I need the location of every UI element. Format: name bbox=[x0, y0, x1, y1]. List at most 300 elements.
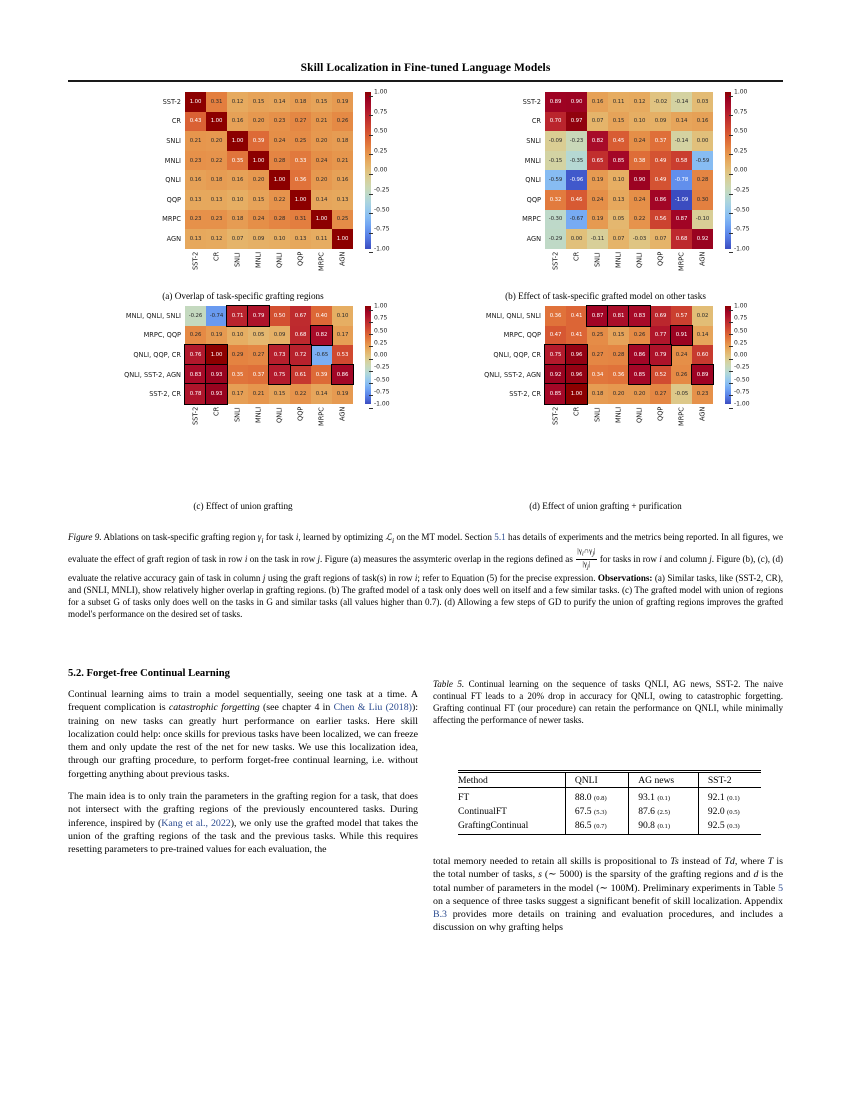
colorbar-tick-label: 0.00 bbox=[734, 355, 747, 362]
heatmap-cell: 0.16 bbox=[227, 112, 248, 132]
heatmap-b-col-label: QNLI bbox=[635, 251, 644, 268]
heatmap-a-row-label: SNLI bbox=[166, 136, 181, 145]
heatmap-cell: 0.15 bbox=[608, 326, 629, 346]
lp1a: Continual learning aims to train a model sequentially, seeing one task at a time. A frequent complication is bbox=[68, 689, 418, 714]
heatmap-cell: -0.96 bbox=[566, 170, 587, 190]
heatmap-cell: 0.39 bbox=[248, 131, 269, 151]
heatmap-d-col-label: SST-2 bbox=[551, 407, 560, 426]
heatmap-cell: 0.13 bbox=[332, 190, 353, 210]
colorbar-tick-label: -0.75 bbox=[374, 229, 390, 236]
heatmap-cell: 0.16 bbox=[185, 170, 206, 190]
colorbar-tick-label: 0.25 bbox=[734, 151, 747, 158]
heatmap-cell: 0.89 bbox=[692, 365, 713, 385]
heatmap-cell: 0.38 bbox=[629, 151, 650, 171]
heatmap-c-row-label: QNLI, SST-2, AGN bbox=[124, 370, 181, 379]
heatmap-cell: 0.32 bbox=[545, 190, 566, 210]
heatmap-cell: 0.85 bbox=[545, 384, 566, 404]
heatmap-cell: 0.97 bbox=[566, 112, 587, 132]
heatmap-cell: 0.22 bbox=[629, 210, 650, 230]
col-header-qnli: QNLI bbox=[565, 773, 628, 788]
heatmap-cell: 0.12 bbox=[629, 92, 650, 112]
observations-label: Observations: bbox=[597, 573, 653, 584]
heatmap-cell: 0.15 bbox=[608, 112, 629, 132]
rp1e: (∼ 5000) is the sparsity of the grafting regions and bbox=[541, 869, 754, 881]
heatmap-cell: 1.00 bbox=[269, 170, 290, 190]
heatmap-cell: 0.10 bbox=[608, 170, 629, 190]
heatmap-cell: -0.15 bbox=[545, 151, 566, 171]
heatmap-cell: 0.24 bbox=[629, 131, 650, 151]
lp1c: ): training on new tasks can greatly hurt performance on earlier tasks. Here skill localization could help: once skills for previous tasks have been localized, we can freeze them and only update the rest of the net for new tasks. We use this localization idea, through our grafting procedure, to perform forget-free continual learning, i.e. without forgetting anything about previous tasks. bbox=[68, 702, 418, 780]
heatmap-cell: 0.15 bbox=[248, 92, 269, 112]
colorbar-tick-label: -0.50 bbox=[374, 210, 390, 217]
heatmap-cell: 0.11 bbox=[608, 92, 629, 112]
colorbar-tick-label: 1.00 bbox=[734, 92, 747, 99]
figcap-t9: for tasks in row bbox=[599, 553, 660, 564]
heatmap-cell: -0.67 bbox=[566, 210, 587, 230]
row-agnews: 87.6 (2.5) bbox=[629, 805, 699, 819]
colorbar-tick-label: 0.75 bbox=[734, 318, 747, 325]
heatmap-a-row-label: QNLI bbox=[165, 176, 181, 185]
heatmap-cell: 0.75 bbox=[545, 345, 566, 365]
heatmap-b-col-label: AGN bbox=[698, 251, 707, 267]
heatmap-b-col-label: MNLI bbox=[614, 251, 623, 269]
figcap-link-section[interactable]: 5.1 bbox=[494, 532, 506, 542]
citation-chen-liu[interactable]: Chen & Liu (2018) bbox=[333, 702, 412, 714]
row-qnli: 88.0 (0.8) bbox=[565, 788, 628, 805]
heatmap-cell: 0.40 bbox=[311, 306, 332, 326]
heatmap-a-col-label: QQP bbox=[296, 251, 305, 267]
figcap-t10: and column bbox=[661, 553, 710, 564]
heatmap-cell: 0.07 bbox=[608, 229, 629, 249]
heatmap-cell: 0.79 bbox=[248, 306, 269, 326]
heatmap-cell: -0.59 bbox=[692, 151, 713, 171]
heatmap-cell: 0.25 bbox=[332, 210, 353, 230]
heatmap-cell: 0.13 bbox=[185, 229, 206, 249]
heatmap-cell: 0.21 bbox=[332, 151, 353, 171]
heatmap-cell: 0.73 bbox=[269, 345, 290, 365]
heatmap-cell: 0.28 bbox=[692, 170, 713, 190]
row-method: FT bbox=[458, 792, 470, 803]
heatmap-a-col-label: AGN bbox=[338, 251, 347, 267]
heatmap-b-col-label: SST-2 bbox=[551, 251, 560, 271]
figcap-t8: Figure (a) measures the assymteric overlap in the regions defined as bbox=[324, 553, 573, 564]
figcap-t3: , learned by optimizing bbox=[298, 532, 386, 542]
heatmap-cell: 0.68 bbox=[290, 326, 311, 346]
heatmap-cell: 0.78 bbox=[185, 384, 206, 404]
heatmap-cell: 0.10 bbox=[227, 326, 248, 346]
colorbar-tick-label: -0.25 bbox=[374, 190, 390, 197]
heatmap-cell: 0.52 bbox=[650, 365, 671, 385]
heatmap-cell: 0.29 bbox=[227, 345, 248, 365]
heatmap-cell: 0.23 bbox=[185, 210, 206, 230]
colorbar-tick-label: -0.75 bbox=[374, 392, 390, 399]
heatmap-cell: 0.92 bbox=[692, 229, 713, 249]
overlap-fraction: $\frac{|\gamma_i\cap\gamma_j|}{|\gamma_j|}$ bbox=[577, 545, 596, 571]
colorbar-tick-label: 0.00 bbox=[374, 355, 387, 362]
colorbar-tick-label: -0.25 bbox=[734, 367, 750, 374]
heatmap-cell: 0.70 bbox=[545, 112, 566, 132]
heatmap-cell: 0.28 bbox=[269, 151, 290, 171]
heatmap-cell: -0.10 bbox=[692, 210, 713, 230]
heatmap-cell: 0.23 bbox=[185, 151, 206, 171]
heatmap-cell: 0.35 bbox=[227, 151, 248, 171]
heatmap-cell: 0.05 bbox=[248, 326, 269, 346]
heatmap-cell: 0.19 bbox=[587, 210, 608, 230]
heatmap-cell: 0.86 bbox=[332, 365, 353, 385]
heatmap-cell: 0.60 bbox=[692, 345, 713, 365]
colorbar-tick-label: 0.75 bbox=[374, 318, 387, 325]
heatmap-c-col-label: SST-2 bbox=[191, 407, 200, 426]
heatmap-b-row-label: MNLI bbox=[524, 156, 541, 165]
heatmap-cell: 0.20 bbox=[311, 131, 332, 151]
heatmap-cell: 0.17 bbox=[332, 326, 353, 346]
heatmap-cell: 0.61 bbox=[290, 365, 311, 385]
heatmap-b-row-label: CR bbox=[531, 117, 541, 126]
heatmap-cell: 1.00 bbox=[248, 151, 269, 171]
heatmap-cell: 0.13 bbox=[206, 190, 227, 210]
heatmap-cell: -0.65 bbox=[311, 345, 332, 365]
heatmap-cell: 0.14 bbox=[311, 190, 332, 210]
heatmap-cell: 0.89 bbox=[545, 92, 566, 112]
heatmap-cell: 0.82 bbox=[587, 131, 608, 151]
heatmap-cell: 0.02 bbox=[692, 306, 713, 326]
row-sst2: 92.1 (0.1) bbox=[698, 788, 761, 805]
heatmap-cell: 0.21 bbox=[248, 384, 269, 404]
heatmap-cell: 0.24 bbox=[587, 190, 608, 210]
heatmap-cell: 0.69 bbox=[650, 306, 671, 326]
heatmap-cell: -0.26 bbox=[185, 306, 206, 326]
running-header: Skill Localization in Fine-tuned Language Models bbox=[300, 62, 551, 74]
heatmap-cell: 0.46 bbox=[566, 190, 587, 210]
figure-9 bbox=[68, 88, 783, 528]
colorbar-tick-label: 0.25 bbox=[374, 151, 387, 158]
heatmap-cell: 0.07 bbox=[227, 229, 248, 249]
heatmap-d-col-label: QQP bbox=[656, 407, 665, 422]
heatmap-cell: 0.25 bbox=[290, 131, 311, 151]
heatmap-cell: -0.78 bbox=[671, 170, 692, 190]
heatmap-cell: 0.27 bbox=[290, 112, 311, 132]
figcap-t12: using the graft regions of task(s) in row bbox=[265, 573, 415, 584]
heatmap-cell: 0.21 bbox=[185, 131, 206, 151]
colorbar-d bbox=[725, 306, 731, 404]
heatmap-cell: 1.00 bbox=[206, 112, 227, 132]
heatmap-b-row-label: AGN bbox=[526, 234, 541, 243]
figcap-t7: . bbox=[320, 553, 323, 564]
heatmap-cell: 0.09 bbox=[269, 326, 290, 346]
heatmap-cell: 0.15 bbox=[269, 384, 290, 404]
heatmap-d-col-label: MRPC bbox=[677, 407, 686, 426]
heatmap-c-col-label: AGN bbox=[338, 407, 347, 422]
heatmap-cell: 0.49 bbox=[650, 170, 671, 190]
heatmap-b-col-label: MRPC bbox=[677, 251, 686, 271]
heatmap-c-col-label: MNLI bbox=[254, 407, 263, 424]
heatmap-cell: 0.43 bbox=[185, 112, 206, 132]
heatmap-cell: -0.11 bbox=[587, 229, 608, 249]
lp1-italic: catastrophic forgetting bbox=[168, 702, 260, 714]
heatmap-cell: 1.00 bbox=[206, 345, 227, 365]
heatmap-cell: 0.39 bbox=[311, 365, 332, 385]
heatmap-cell: 1.00 bbox=[290, 190, 311, 210]
heatmap-b-row-label: SST-2 bbox=[522, 97, 541, 106]
heatmap-cell: 0.37 bbox=[650, 131, 671, 151]
heatmap-cell: 0.09 bbox=[248, 229, 269, 249]
figcap-t13: ; refer to Equation (5) for the precise expression. bbox=[417, 573, 596, 584]
heatmap-cell: 0.18 bbox=[227, 210, 248, 230]
colorbar-tick-label: 0.00 bbox=[374, 170, 387, 177]
heatmap-cell: 0.92 bbox=[545, 365, 566, 385]
heatmap-cell: 0.24 bbox=[671, 345, 692, 365]
heatmap-cell: 0.24 bbox=[248, 210, 269, 230]
heatmap-a-row-label: QQP bbox=[166, 195, 181, 204]
heatmap-c-row-label: MNLI, QNLI, SNLI bbox=[125, 311, 181, 320]
heatmap-cell: -0.35 bbox=[566, 151, 587, 171]
heatmap-d-col-label: AGN bbox=[698, 407, 707, 422]
heatmap-cell: 0.58 bbox=[671, 151, 692, 171]
heatmap-cell: 0.26 bbox=[629, 326, 650, 346]
heatmap-cell: 0.30 bbox=[692, 190, 713, 210]
heatmap-d-col-label: SNLI bbox=[593, 407, 602, 422]
heatmap-cell: 0.77 bbox=[650, 326, 671, 346]
heatmap-cell: 0.41 bbox=[566, 326, 587, 346]
heatmap-cell: 0.24 bbox=[629, 190, 650, 210]
heatmap-d-row-label: QNLI, SST-2, AGN bbox=[484, 370, 541, 379]
row-sst2: 92.5 (0.3) bbox=[698, 819, 761, 835]
heatmap-cell: 0.14 bbox=[311, 384, 332, 404]
heatmap-cell: 0.24 bbox=[311, 151, 332, 171]
colorbar-tick-label: -0.50 bbox=[734, 210, 750, 217]
heatmap-cell: 0.53 bbox=[332, 345, 353, 365]
heatmap-d-row-label: MRPC, QQP bbox=[503, 331, 541, 340]
heatmap-cell: 0.36 bbox=[545, 306, 566, 326]
heatmap-d-row-label: QNLI, QQP, CR bbox=[493, 350, 541, 359]
heatmap-cell: 0.19 bbox=[206, 326, 227, 346]
colorbar-tick-label: 0.25 bbox=[734, 343, 747, 350]
heatmap-cell: 0.86 bbox=[650, 190, 671, 210]
heatmap-cell: 0.18 bbox=[332, 131, 353, 151]
heatmap-c-row-label: QNLI, QQP, CR bbox=[133, 350, 181, 359]
heatmap-cell: -1.09 bbox=[671, 190, 692, 210]
heatmap-d-col-label: QNLI bbox=[635, 407, 644, 423]
heatmap-cell: 0.96 bbox=[566, 345, 587, 365]
heatmap-c-row-label: MRPC, QQP bbox=[143, 331, 181, 340]
heatmap-cell: -0.59 bbox=[545, 170, 566, 190]
heatmap-cell: 0.27 bbox=[248, 345, 269, 365]
citation-kang[interactable]: Kang et al., 2022 bbox=[161, 817, 231, 829]
col-header-method: Method bbox=[458, 774, 488, 786]
link-table-5[interactable]: 5 bbox=[778, 882, 783, 894]
colorbar-tick-label: 0.00 bbox=[734, 170, 747, 177]
heatmap-cell: 0.14 bbox=[671, 112, 692, 132]
colorbar-tick-label: -0.25 bbox=[374, 367, 390, 374]
colorbar-tick-label: -1.00 bbox=[374, 404, 390, 411]
heatmap-a-col-label: CR bbox=[212, 251, 221, 261]
heatmap-cell: 0.10 bbox=[332, 306, 353, 326]
heatmap-cell: 0.85 bbox=[608, 151, 629, 171]
heatmap-cell: 0.16 bbox=[587, 92, 608, 112]
heatmap-cell: 0.14 bbox=[269, 92, 290, 112]
heatmap-a-col-label: QNLI bbox=[275, 251, 284, 268]
heatmap-cell: 0.18 bbox=[587, 384, 608, 404]
heatmap-a-col-label: MRPC bbox=[317, 251, 326, 271]
heatmap-cell: 0.19 bbox=[332, 92, 353, 112]
heatmap-cell: 0.35 bbox=[227, 365, 248, 385]
figcap-t5: has details of experiments and the metrics being reported. In all figures, we evaluate the effect of graft region of task in row bbox=[68, 532, 783, 564]
heatmap-cell: 0.67 bbox=[290, 306, 311, 326]
link-appendix-b3[interactable]: B.3 bbox=[433, 909, 447, 921]
heatmap-cell: 0.20 bbox=[608, 384, 629, 404]
heatmap-cell: 0.16 bbox=[227, 170, 248, 190]
row-qnli: 67.5 (5.3) bbox=[565, 805, 628, 819]
colorbar-tick-label: -0.75 bbox=[734, 392, 750, 399]
heatmap-d-col-label: MNLI bbox=[614, 407, 623, 424]
row-method: ContinualFT bbox=[458, 806, 508, 817]
heatmap-cell: 0.75 bbox=[269, 365, 290, 385]
heatmap-cell: 1.00 bbox=[566, 384, 587, 404]
heatmap-cell: 1.00 bbox=[311, 210, 332, 230]
heatmap-cell: 0.27 bbox=[650, 384, 671, 404]
rp1d: is the total number of tasks, bbox=[433, 856, 784, 881]
right-column bbox=[433, 855, 783, 944]
heatmap-cell: 0.90 bbox=[566, 92, 587, 112]
heatmap-b-col-label: QQP bbox=[656, 251, 665, 267]
heatmap-cell: 0.26 bbox=[332, 112, 353, 132]
heatmap-d-col-label: CR bbox=[572, 407, 581, 417]
col-header-sst2: SST-2 bbox=[698, 773, 761, 788]
heatmap-cell: 0.24 bbox=[269, 131, 290, 151]
rp1g: on a sequence of three tasks suggest a significant benefit of skill localization. Appendix bbox=[433, 895, 783, 907]
heatmap-cell: 0.23 bbox=[692, 384, 713, 404]
figcap-t4: on the MT model. Section bbox=[394, 532, 495, 542]
heatmap-d-row-label: MNLI, QNLI, SNLI bbox=[485, 311, 541, 320]
rp1b: instead of bbox=[678, 856, 725, 867]
heatmap-cell: 0.03 bbox=[692, 92, 713, 112]
heatmap-cell: 0.31 bbox=[290, 210, 311, 230]
heatmap-cell: 0.65 bbox=[587, 151, 608, 171]
colorbar-tick-label: 0.25 bbox=[374, 343, 387, 350]
heatmap-cell: 0.27 bbox=[587, 345, 608, 365]
heatmap-cell: 1.00 bbox=[332, 229, 353, 249]
colorbar-tick-label: -1.00 bbox=[374, 249, 390, 256]
heatmap-cell: -0.23 bbox=[566, 131, 587, 151]
colorbar-tick-label: -0.25 bbox=[734, 190, 750, 197]
colorbar-tick-label: 0.75 bbox=[734, 112, 747, 119]
heatmap-cell: 0.21 bbox=[311, 112, 332, 132]
heatmap-b-row-label: MRPC bbox=[522, 215, 541, 224]
right-paragraph-1: total memory needed to retain all skills is propositional to Ts instead of Td, where T is the total number of tasks, s (∼ 5000) is the sparsity of the grafting regions and d is the total number of parameters in the model (∼ 100M). Preliminary experiments in Table 5 on a sequence of three tasks suggest a significant benefit of skill localization. Appendix B.3 provides more details on training and evaluation procedures, and includes a discussion on why grafting helps bbox=[433, 856, 784, 934]
heatmap-cell: 0.31 bbox=[206, 92, 227, 112]
heatmap-cell: 0.71 bbox=[227, 306, 248, 326]
rp1c: , where bbox=[734, 856, 768, 867]
heatmap-cell: 0.13 bbox=[185, 190, 206, 210]
heatmap-cell: -0.14 bbox=[671, 92, 692, 112]
heatmap-cell: 0.17 bbox=[227, 384, 248, 404]
heatmap-cell: 0.19 bbox=[587, 170, 608, 190]
heatmap-cell: 0.20 bbox=[311, 170, 332, 190]
heatmap-d-row-label: SST-2, CR bbox=[509, 390, 541, 399]
col-header-agnews: AG news bbox=[629, 773, 699, 788]
heatmap-cell: 0.26 bbox=[671, 365, 692, 385]
heatmap-cell: 0.37 bbox=[248, 365, 269, 385]
heatmap-cell: 0.16 bbox=[332, 170, 353, 190]
colorbar-tick-label: 1.00 bbox=[374, 306, 387, 313]
heatmap-d-grid bbox=[545, 306, 713, 404]
figcap-t1: Ablations on task-specific grafting region bbox=[103, 532, 258, 542]
heatmap-cell: -0.30 bbox=[545, 210, 566, 230]
heatmap-cell: 0.20 bbox=[248, 170, 269, 190]
heatmap-c-row-label: SST-2, CR bbox=[149, 390, 181, 399]
heatmap-cell: 0.12 bbox=[227, 92, 248, 112]
heatmap-cell: 0.09 bbox=[650, 112, 671, 132]
heatmap-cell: 0.18 bbox=[206, 170, 227, 190]
subcaption-c: (c) Effect of union grafting bbox=[193, 501, 293, 511]
rp1f: is the total number of parameters in the model (∼ 100M). Preliminary experiments in Table bbox=[433, 869, 783, 894]
heatmap-cell: 0.82 bbox=[311, 326, 332, 346]
heatmap-cell: 0.07 bbox=[650, 229, 671, 249]
heatmap-cell: 0.23 bbox=[269, 112, 290, 132]
table-5-caption bbox=[433, 678, 783, 726]
heatmap-cell: 0.20 bbox=[206, 131, 227, 151]
heatmap-cell: 0.15 bbox=[311, 92, 332, 112]
heatmap-b-col-label: SNLI bbox=[593, 251, 602, 267]
heatmap-cell: 0.87 bbox=[587, 306, 608, 326]
figure-caption-label: Figure 9. bbox=[68, 532, 102, 542]
heatmap-cell: -0.14 bbox=[671, 131, 692, 151]
colorbar-tick-label: 0.50 bbox=[734, 331, 747, 338]
heatmap-cell: 0.00 bbox=[692, 131, 713, 151]
heatmap-cell: 0.00 bbox=[566, 229, 587, 249]
header-rule bbox=[68, 80, 783, 82]
heatmap-cell: 0.20 bbox=[248, 112, 269, 132]
heatmap-cell: 0.85 bbox=[629, 365, 650, 385]
heatmap-cell: -0.05 bbox=[671, 384, 692, 404]
heatmap-cell: 0.41 bbox=[566, 306, 587, 326]
heatmap-cell: 0.25 bbox=[587, 326, 608, 346]
figcap-t11: . Figure (b), (c), (d) evaluate the relative accuracy gain of task in column bbox=[68, 553, 784, 584]
heatmap-cell: 0.83 bbox=[185, 365, 206, 385]
heatmap-cell: 0.19 bbox=[332, 384, 353, 404]
heatmap-cell: -0.02 bbox=[650, 92, 671, 112]
left-column bbox=[68, 688, 418, 866]
heatmap-cell: 0.23 bbox=[206, 210, 227, 230]
heatmap-cell: -0.09 bbox=[545, 131, 566, 151]
heatmap-c-col-label: QQP bbox=[296, 407, 305, 422]
heatmap-cell: 0.22 bbox=[206, 151, 227, 171]
heatmap-cell: -0.29 bbox=[545, 229, 566, 249]
colorbar-tick-label: 0.75 bbox=[374, 112, 387, 119]
heatmap-cell: 0.07 bbox=[587, 112, 608, 132]
heatmap-cell: 0.34 bbox=[587, 365, 608, 385]
observations-text: (a) Similar tasks, like (SST-2, CR), and (SNLI, MNLI), show relatively higher overlap in grafting regions. (b) The grafted model of a task only does well on itself and a few similar tasks. (c) The grafted model with union of regions for a subset G of tasks only does well on the tasks in G and similar tasks (all values higher than 0.7). (d) Allowing a few steps of GD to purify the union of grafting regions improves the grafted model's performance on the desired set of tasks. bbox=[68, 573, 784, 620]
heatmap-cell: 0.13 bbox=[608, 190, 629, 210]
lp2b: ), we only use the grafted model that takes the union of the grafting regions of the task and the previous tasks. While this requires resetting parameters to pre-trained values for each evaluation, the bbox=[68, 817, 418, 856]
heatmap-cell: 0.83 bbox=[629, 306, 650, 326]
heatmap-panel-d bbox=[68, 88, 783, 528]
table-row bbox=[458, 819, 761, 835]
colorbar-tick-label: -1.00 bbox=[734, 249, 750, 256]
heatmap-cell: 0.10 bbox=[629, 112, 650, 132]
heatmap-cell: 0.14 bbox=[692, 326, 713, 346]
heatmap-cell: 0.90 bbox=[629, 170, 650, 190]
lp2a: The main idea is to only train the parameters in the grafting region for a task, that does not intersect with the grafting regions of the previously encountered tasks. During inference, inspired by ( bbox=[68, 791, 418, 829]
heatmap-b-col-label: CR bbox=[572, 251, 581, 261]
subcaption-d: (d) Effect of union grafting + purification bbox=[529, 501, 682, 511]
table-header-row bbox=[458, 773, 761, 788]
heatmap-cell: 0.36 bbox=[290, 170, 311, 190]
heatmap-cell: 0.13 bbox=[290, 229, 311, 249]
heatmap-cell: 1.00 bbox=[185, 92, 206, 112]
heatmap-cell: 0.93 bbox=[206, 384, 227, 404]
heatmap-cell: 0.91 bbox=[671, 326, 692, 346]
